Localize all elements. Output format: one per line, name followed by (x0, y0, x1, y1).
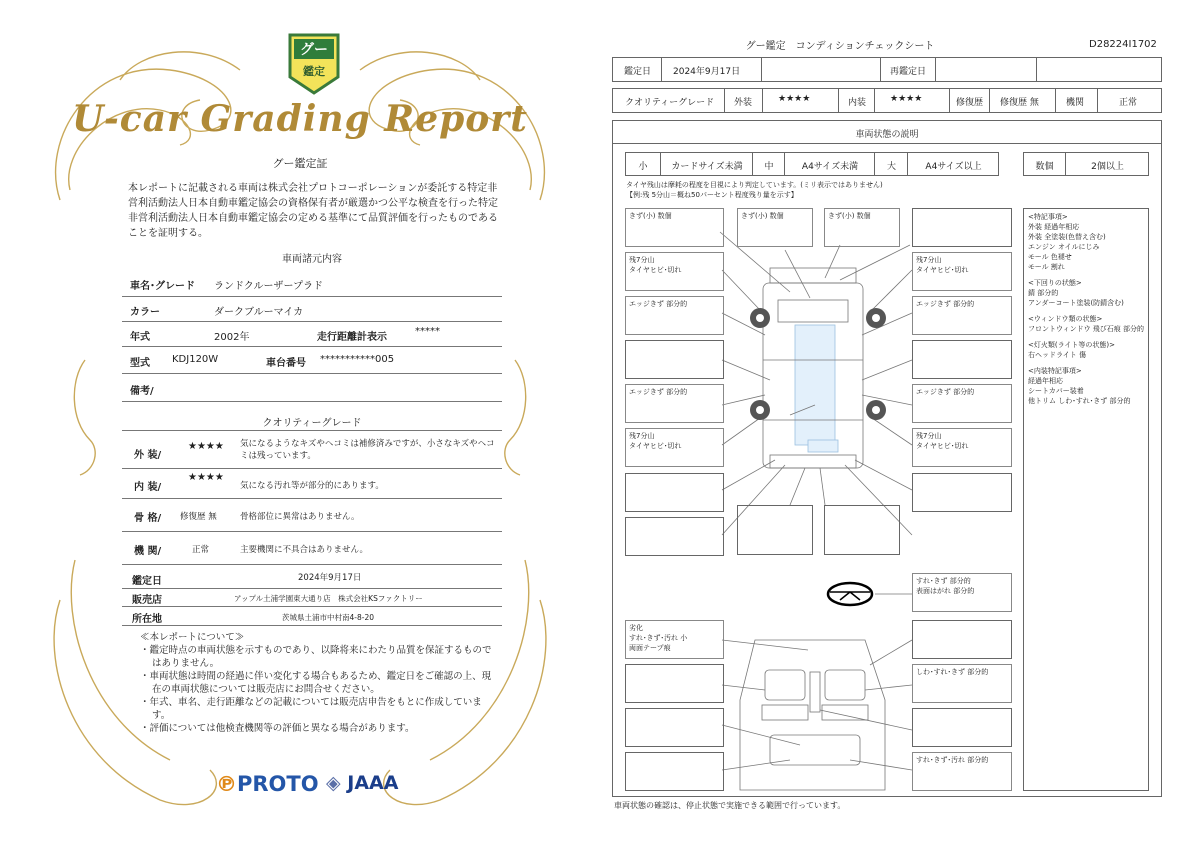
remarks-label: 備考/ (130, 386, 154, 397)
color-value: ダークブルーマイカ (214, 307, 304, 318)
grade-row-engine (122, 532, 502, 565)
callout-box: すれ･きず･汚れ 部分的 (912, 752, 1012, 791)
spec-row-car-name (122, 270, 502, 297)
callout-box (625, 340, 724, 379)
callout-box: 残7分山 タイヤヒビ･切れ (912, 252, 1012, 291)
jaaa-logo: ◈ JAAA (326, 772, 399, 794)
steering-wheel-icon (828, 583, 912, 605)
engine-value: 正常 (192, 545, 210, 555)
callout-box (912, 620, 1012, 659)
callout-box: エッジきず 部分的 (625, 384, 724, 423)
model-label: 型式 (130, 358, 150, 369)
callout-box (912, 708, 1012, 747)
chassis-label: 車台番号 (266, 358, 306, 369)
engine-value: 正常 (1119, 98, 1138, 108)
note-item: ・年式、車名、走行距離などの記載については販売店申告をもとに作成しています。 (140, 697, 482, 721)
interior-label: 内 装/ (134, 482, 162, 493)
count-desc: 2個以上 (1091, 162, 1124, 172)
tire-note-1: タイヤ残山は摩耗の程度を目視により判定しています。(ミリ表示ではありません) (626, 181, 883, 189)
frame-text: 骨格部位に異常はありません。 (240, 512, 360, 522)
dealer-label: 販売店 (132, 595, 162, 606)
callout-box: きず(小) 数個 (737, 208, 813, 247)
callout-box: エッジきず 部分的 (912, 296, 1012, 335)
callout-box (625, 664, 724, 703)
engine-text: 主要機関に不具合はありません。 (240, 545, 369, 555)
report-notes (140, 631, 495, 735)
note-item: ・鑑定時点の車両状態を示すものであり、以降将来にわたり品質を保証するものではありません。 (140, 645, 492, 669)
doc-id: D28224I1702 (1089, 39, 1157, 50)
proto-logo: ℗PROTO (216, 772, 319, 796)
size-mid-desc: A4サイズ未満 (801, 162, 859, 172)
odometer-label: 走行距離計表示 (317, 332, 387, 343)
note-item: ・評価については他検査機関等の評価と異なる場合があります。 (140, 723, 415, 734)
car-name-label: 車名･グレード (130, 281, 195, 292)
model-value: KDJ120W (172, 354, 219, 365)
interior-text: 気になる汚れ等が部分的にあります。 (240, 481, 384, 491)
int-label: 内装 (848, 98, 867, 108)
callout-box: 残7分山 タイヤヒビ･切れ (912, 428, 1012, 467)
condition-check-sheet (600, 0, 1200, 848)
dealer-row (122, 589, 502, 607)
grade-label: クオリティーグレード (625, 98, 715, 108)
year-value: 2002年 (214, 332, 250, 343)
grade-row-exterior (122, 432, 502, 469)
callout-box (625, 517, 724, 556)
callout-box: しわ･すれ･きず 部分的 (912, 664, 1012, 703)
year-label: 年式 (130, 332, 150, 343)
size-large: 大 (886, 162, 896, 172)
date-row (122, 565, 502, 589)
certificate-heading: グー鑑定証 (272, 157, 328, 170)
frame-value: 修復歴 無 (180, 512, 217, 522)
chassis-value: ***********005 (320, 354, 395, 365)
size-small-desc: カードサイズ未満 (671, 162, 743, 172)
size-mid: 中 (764, 162, 774, 172)
callout-box (737, 505, 813, 555)
note-item: ・車両状態は時間の経過に伴い変化する場合もあるため、鑑定日をご確認の上、現在の車両状態については販売店にお問合せください。 (140, 671, 492, 695)
car-name-value: ランドクルーザープラド (214, 281, 323, 292)
color-label: カラー (130, 307, 160, 318)
grade-row-frame (122, 499, 502, 532)
engine-label: 機関 (1066, 98, 1085, 108)
repair-value: 修復歴 無 (1000, 98, 1039, 108)
odometer-value: ***** (415, 326, 440, 337)
callout-box: 残7分山 タイヤヒビ･切れ (625, 252, 724, 291)
exterior-text: 気になるようなキズやヘコミは補修済みですが、小さなキズやヘコミは残っています。 (240, 439, 495, 461)
address-value: 茨城県土浦市中村南4-8-20 (282, 613, 374, 622)
sheet-title: グー鑑定 コンディションチェックシート (745, 41, 935, 52)
reinspect-label: 再鑑定日 (890, 67, 927, 77)
address-label: 所在地 (132, 614, 162, 625)
interior-stars: ★★★★ (188, 472, 224, 483)
callout-box (625, 473, 724, 512)
callout-box (912, 473, 1012, 512)
report-title: U-car Grading Report (72, 98, 528, 140)
spec-row-year (122, 322, 502, 347)
address-row (122, 607, 502, 626)
tire-note-2: 【例:残 5分山＝概ね50パーセント程度残り量を示す】 (626, 191, 798, 199)
count-label: 数個 (1035, 162, 1054, 172)
frame-label: 骨 格/ (134, 513, 162, 524)
callout-box: すれ･きず 部分的 表面はがれ 部分的 (912, 573, 1012, 612)
callout-box (912, 208, 1012, 247)
int-stars: ★★★★ (890, 94, 923, 104)
ext-label: 外装 (734, 98, 753, 108)
spec-row-color (122, 297, 502, 322)
certificate-text: 本レポートに記載される車両は株式会社プロトコーポレーションが委託する特定非営利活動法人日本自動車鑑定協会の資格保有者が厳選かつ公平な検査を行った特定非営利活動法人日本自動車鑑定協会の定める基準にて品質評価を行ったものであることを証明する。 (128, 183, 498, 239)
specs-title: 車両諸元内容 (282, 254, 342, 265)
size-large-desc: A4サイズ以上 (925, 162, 982, 172)
callout-box: きず(小) 数個 (625, 208, 724, 247)
callout-box (625, 752, 724, 791)
notes-title: ≪本レポートについて≫ (140, 632, 245, 643)
grade-row-interior (122, 469, 502, 499)
sheet-footer: 車両状態の確認は、停止状態で実施できる範囲で行っています。 (614, 801, 846, 810)
repair-label: 修復歴 (956, 98, 984, 108)
special-notes-panel: <特記事項> 外装 経過年相応 外装 全塗装(色替え含む) エンジン オイルにじみ モール 色褪せ モール 割れ <下回りの状態> 錆 部分的 アンダーコート塗装(防錆含む) <ウィンドウ類の状態> フロントウィンドウ 飛び石痕 部分的 <灯火類(ライト等の状態)> 右ヘッドライト 傷 <内装特記事項> 経過年相応 シートカバー装着 他トリム しわ･すれ･きず 部分的 (1023, 208, 1149, 791)
condition-title: 車両状態の説明 (855, 130, 919, 140)
callout-box: 劣化 すれ･きず･汚れ 小 両面テープ痕 (625, 620, 724, 659)
exterior-stars: ★★★★ (188, 441, 224, 452)
date-label: 鑑定日 (132, 576, 162, 587)
exterior-label: 外 装/ (134, 450, 162, 461)
engine-label: 機 関/ (134, 546, 162, 557)
date-value: 2024年9月17日 (298, 573, 362, 583)
callout-box: きず(小) 数個 (824, 208, 900, 247)
goo-appraisal-badge-icon (286, 33, 342, 95)
callout-box: エッジきず 部分的 (912, 384, 1012, 423)
size-small: 小 (638, 162, 648, 172)
spec-row-remarks (122, 374, 502, 402)
callout-box: 残7分山 タイヤヒビ･切れ (625, 428, 724, 467)
svg-text:グー: グー (300, 42, 328, 58)
dealer-value: アップル土浦学園東大通り店 株式会社KSファクトリー (234, 594, 423, 603)
callout-box (912, 340, 1012, 379)
svg-text:鑑定: 鑑定 (303, 65, 325, 78)
callout-box (625, 708, 724, 747)
callout-box (824, 505, 900, 555)
quality-title: クオリティーグレード (262, 418, 362, 429)
ext-stars: ★★★★ (778, 94, 811, 104)
date-label: 鑑定日 (624, 67, 652, 77)
date-value: 2024年9月17日 (673, 67, 741, 77)
spec-row-model (122, 347, 502, 374)
callout-box: エッジきず 部分的 (625, 296, 724, 335)
